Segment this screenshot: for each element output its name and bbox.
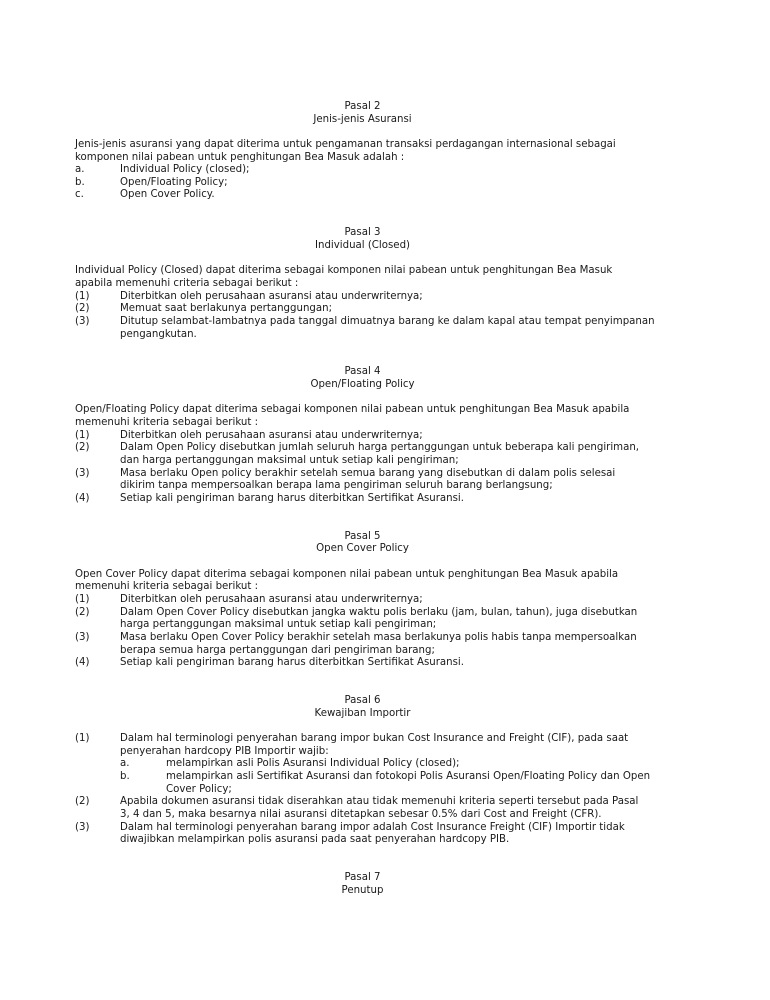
list-item: [75, 657, 675, 670]
list-item-text: [166, 758, 675, 771]
text-line: Dalam hal terminologi penyerahan barang impor adalah Cost Insurance Freight (CIF) Importir tidak: [120, 821, 625, 833]
list-item: [75, 164, 675, 177]
list-item: [75, 177, 675, 190]
list-marker: a.: [75, 164, 85, 176]
list-marker: (1): [75, 429, 90, 441]
list-item-text: [120, 468, 675, 493]
article-title: Open Cover Policy: [316, 543, 409, 555]
blank-line: [75, 670, 675, 683]
list-item-text: [120, 442, 675, 467]
blank-line: [75, 253, 675, 266]
text-line: Dalam Open Policy disebutkan jumlah seluruh harga pertanggungan untuk beberapa kali pengiriman,: [120, 442, 640, 454]
list-marker: (3): [75, 821, 90, 833]
list-marker: a.: [120, 758, 130, 770]
text-line: diwajibkan melampirkan polis asuransi pada saat penyerahan hardcopy PIB.: [120, 834, 510, 846]
blank-line: [75, 341, 675, 354]
list-item-text: [120, 657, 675, 670]
text-line: Masa berlaku Open Cover Policy berakhir setelah masa berlakunya polis habis tanpa mempersoalkan: [120, 631, 637, 643]
blank-line: [75, 392, 675, 405]
list-item-text: [120, 291, 675, 304]
blank-line: [75, 847, 675, 860]
article-list: [75, 164, 675, 202]
list-item: [75, 822, 675, 847]
list-marker: (1): [75, 593, 90, 605]
list-item-text: [120, 493, 675, 506]
article-section: [75, 101, 675, 202]
list-item-text: [120, 303, 675, 316]
text-line: Dalam hal terminologi penyerahan barang impor bukan Cost Insurance and Freight (CIF), pada saat: [120, 733, 629, 745]
list-marker: (1): [75, 733, 90, 745]
list-item-text: [120, 594, 675, 607]
article-section: [75, 341, 675, 505]
document-page: [75, 101, 675, 897]
article-section: [75, 670, 675, 847]
text-line: Open/Floating Policy;: [120, 176, 228, 188]
article-number: Pasal 6: [344, 695, 381, 707]
list-marker: c.: [75, 189, 84, 201]
list-marker: (4): [75, 657, 90, 669]
blank-line: [75, 556, 675, 569]
article-title: Individual (Closed): [314, 240, 411, 252]
list-item-text: [120, 189, 675, 202]
text-line: melampirkan asli Sertifikat Asuransi dan fotokopi Polis Asuransi Open/Floating Policy dan Open: [166, 770, 651, 782]
text-line: Diterbitkan oleh perusahaan asuransi atau underwriternya;: [120, 429, 423, 441]
list-marker: (2): [75, 442, 90, 454]
text-line: Setiap kali pengiriman barang harus diterbitkan Sertifikat Asuransi.: [120, 657, 464, 669]
list-item: [75, 316, 675, 341]
blank-line: [75, 202, 675, 215]
text-line: Diterbitkan oleh perusahaan asuransi atau underwriternya;: [120, 593, 423, 605]
article-section: [75, 202, 675, 341]
article-list: [75, 430, 675, 506]
intro-text: Individual Policy (Closed) dapat diterima sebagai komponen nilai pabean untuk penghitungan Bea Masuk: [75, 265, 613, 277]
text-line: Memuat saat berlakunya pertanggungan;: [120, 303, 333, 315]
article-list: [75, 594, 675, 670]
list-marker: (2): [75, 796, 90, 808]
text-line: berapa semua harga pertanggungan dari pengiriman barang;: [120, 644, 435, 656]
text-line: Masa berlaku Open policy berakhir setelah semua barang yang disebutkan di dalam polis selesai: [120, 467, 616, 479]
intro-text: apabila memenuhi criteria sebagai berikut :: [75, 277, 299, 289]
list-item-text: [120, 632, 675, 657]
text-line: penyerahan hardcopy PIB Importir wajib:: [120, 745, 329, 757]
list-item: [75, 632, 675, 657]
list-marker: b.: [120, 770, 130, 782]
intro-text: memenuhi kriteria sebagai berikut :: [75, 581, 259, 593]
list-marker: b.: [75, 176, 85, 188]
text-line: dikirim tanpa mempersoalkan berapa lama pengiriman seluruh barang berlangsung;: [120, 480, 553, 492]
list-item-text: [166, 771, 675, 796]
article-number: Pasal 5: [344, 530, 381, 542]
list-marker: (3): [75, 631, 90, 643]
sub-list-item: [120, 758, 675, 771]
list-item: [75, 189, 675, 202]
list-marker: (3): [75, 315, 90, 327]
list-item: [75, 442, 675, 467]
text-line: harga pertanggungan maksimal untuk setiap kali pengiriman;: [120, 619, 437, 631]
list-item: [75, 303, 675, 316]
list-item: [75, 733, 675, 796]
article-list: [75, 733, 675, 847]
list-item: [75, 291, 675, 304]
article-title: Open/Floating Policy: [310, 379, 415, 391]
list-item: [75, 493, 675, 506]
list-item-text: [120, 177, 675, 190]
article-section: [75, 506, 675, 670]
article-title: Penutup: [341, 884, 384, 896]
article-section: [75, 847, 675, 898]
list-item-text: [120, 316, 675, 341]
text-line: Ditutup selambat-lambatnya pada tanggal dimuatnya barang ke dalam kapal atau tempat penyimpanan: [120, 315, 655, 327]
text-line: dan harga pertanggungan maksimal untuk setiap kali pengiriman;: [120, 454, 459, 466]
list-item: [75, 430, 675, 443]
blank-line: [75, 720, 675, 733]
intro-text: Jenis-jenis asuransi yang dapat diterima untuk pengamanan transaksi perdagangan internasional sebagai: [75, 138, 616, 150]
list-item: [75, 607, 675, 632]
text-line: Apabila dokumen asuransi tidak diserahkan atau tidak memenuhi kriteria seperti tersebut pada Pasal: [120, 796, 639, 808]
blank-line: [75, 518, 675, 531]
text-line: Individual Policy (closed);: [120, 164, 250, 176]
list-marker: (1): [75, 290, 90, 302]
blank-line: [75, 354, 675, 367]
text-line: Dalam Open Cover Policy disebutkan jangka waktu polis berlaku (jam, bulan, tahun), juga disebutkan: [120, 606, 638, 618]
article-number: Pasal 7: [344, 872, 381, 884]
list-item: [75, 468, 675, 493]
list-item: [75, 796, 675, 821]
blank-line: [75, 682, 675, 695]
intro-text: Open Cover Policy dapat diterima sebagai komponen nilai pabean untuk penghitungan Bea Masuk apabila: [75, 568, 619, 580]
list-item-text: [120, 733, 675, 796]
text-line: Setiap kali pengiriman barang harus diterbitkan Sertifikat Asuransi.: [120, 492, 464, 504]
list-item: [75, 594, 675, 607]
list-marker: (2): [75, 606, 90, 618]
intro-text: komponen nilai pabean untuk penghitungan Bea Masuk adalah :: [75, 151, 405, 163]
intro-text: memenuhi kriteria sebagai berikut :: [75, 417, 259, 429]
blank-line: [75, 859, 675, 872]
text-line: 3, 4 dan 5, maka besarnya nilai asuransi ditetapkan sebesar 0.5% dari Cost and Freight (CFR).: [120, 808, 602, 820]
article-number: Pasal 4: [344, 366, 381, 378]
blank-line: [75, 506, 675, 519]
sub-list-item: [120, 771, 675, 796]
text-line: pengangkutan.: [120, 328, 197, 340]
list-item-text: [120, 430, 675, 443]
text-line: melampirkan asli Polis Asuransi Individual Policy (closed);: [166, 758, 460, 770]
article-number: Pasal 2: [344, 101, 381, 112]
list-marker: (3): [75, 467, 90, 479]
article-title: Kewajiban Importir: [314, 707, 411, 719]
blank-line: [75, 215, 675, 228]
list-item-text: [120, 164, 675, 177]
list-item-text: [120, 822, 675, 847]
list-item-text: [120, 607, 675, 632]
article-title: Jenis-jenis Asuransi: [313, 113, 412, 125]
text-line: Open Cover Policy.: [120, 189, 215, 201]
intro-text: Open/Floating Policy dapat diterima sebagai komponen nilai pabean untuk penghitungan Bea Masuk apabila: [75, 404, 630, 416]
article-number: Pasal 3: [344, 227, 381, 239]
blank-line: [75, 126, 675, 139]
list-marker: (4): [75, 492, 90, 504]
list-item-text: [120, 796, 675, 821]
article-list: [75, 291, 675, 342]
list-marker: (2): [75, 303, 90, 315]
text-line: Diterbitkan oleh perusahaan asuransi atau underwriternya;: [120, 290, 423, 302]
text-line: Cover Policy;: [166, 783, 232, 795]
